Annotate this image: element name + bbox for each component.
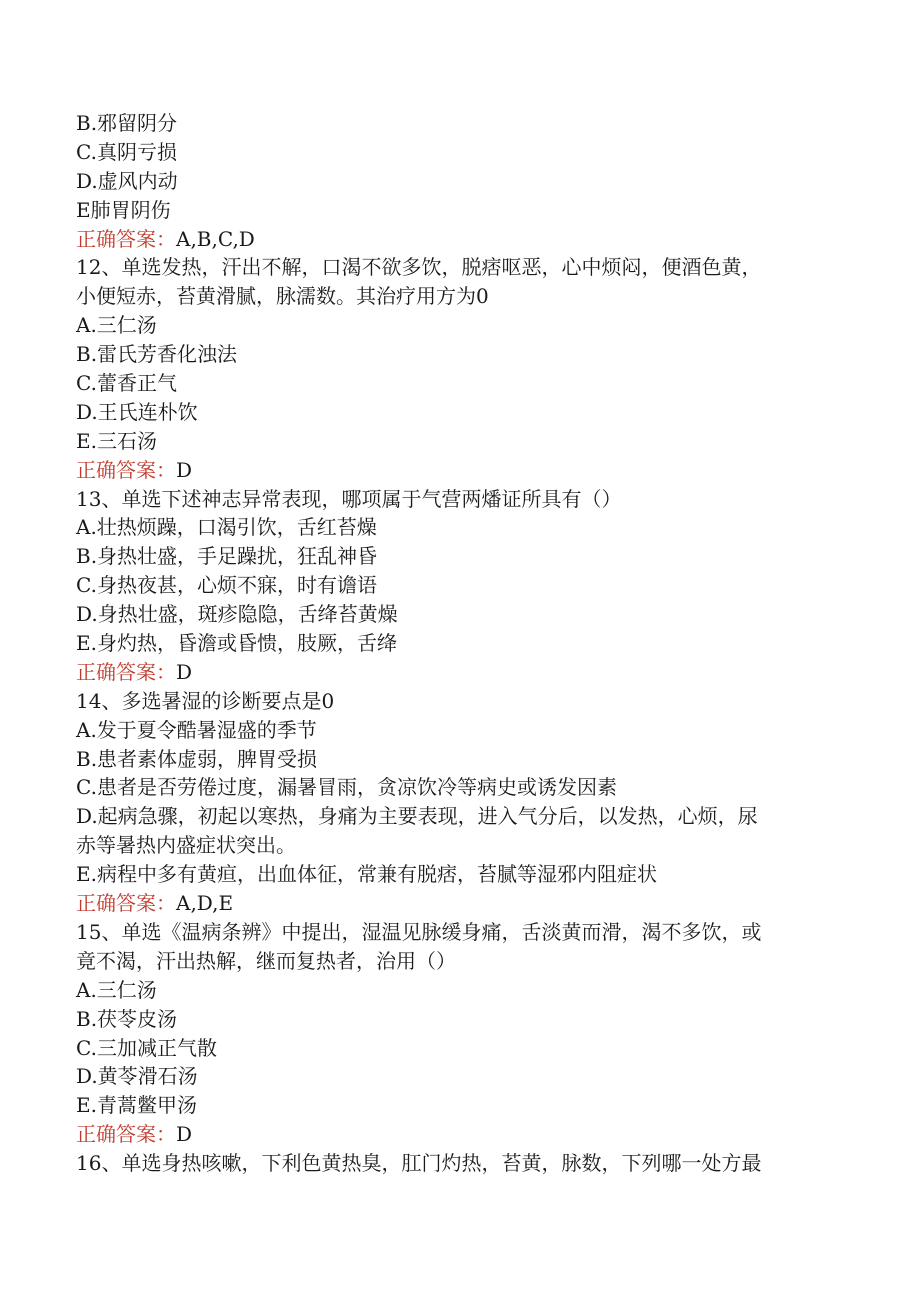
answer-label: 正确答案： xyxy=(76,891,176,916)
option: A.发于夏令酷暑湿盛的季节 xyxy=(76,717,317,742)
question-text: 14、多选暑湿的诊断要点是0 xyxy=(76,688,335,713)
answer-label: 正确答案： xyxy=(76,226,176,251)
option: D.起病急骤，初起以寒热，身痛为主要表现，进入气分后，以发热，心烦，尿 xyxy=(76,804,758,829)
answer-line xyxy=(76,658,816,687)
option: E.病程中多有黄疸，出血体征，常兼有脱痞，苔腻等湿邪内阻症状 xyxy=(76,862,657,887)
option: D.虚风内动 xyxy=(76,168,178,193)
question-text: 竟不渴，汗出热解，继而复热者，治用（） xyxy=(76,948,456,973)
answer-line xyxy=(76,225,816,254)
answer-value: D xyxy=(176,457,193,482)
option: A.三仁汤 xyxy=(76,313,157,338)
option: B.邪留阴分 xyxy=(76,111,178,135)
answer-value: A,B,C,D xyxy=(176,226,255,251)
answer-line xyxy=(76,889,816,918)
question-text: 15、单选《温病条辨》中提出，湿温见脉缓身痛，舌淡黄而滑，渴不多饮，或 xyxy=(76,919,762,944)
option: C.患者是否劳倦过度，漏暑冒雨，贪凉饮冷等病史或诱发因素 xyxy=(76,775,617,800)
option: D.黄苓滑石汤 xyxy=(76,1064,198,1089)
answer-value: A,D,E xyxy=(176,891,234,916)
option: C.真阴亏损 xyxy=(76,139,177,164)
answer-line xyxy=(76,1120,816,1149)
answer-label: 正确答案： xyxy=(76,1122,176,1147)
option: 赤等暑热内盛症状突出。 xyxy=(76,833,296,858)
option: A.三仁汤 xyxy=(76,977,157,1002)
answer-label: 正确答案： xyxy=(76,457,176,482)
option: B.茯苓皮汤 xyxy=(76,1006,178,1031)
question-text: 小便短赤，苔黄滑腻，脉濡数。其治疗用方为0 xyxy=(76,284,489,309)
option: E.三石汤 xyxy=(76,428,157,453)
document-page xyxy=(76,109,816,1178)
option: D.王氏连朴饮 xyxy=(76,399,198,424)
option: B.身热壮盛，手足躁扰，狂乱神昏 xyxy=(76,544,378,569)
question-text: 13、单选下述神志异常表现，哪项属于气营两燔证所具有（） xyxy=(76,486,622,511)
question-text: 12、单选发热，汗出不解，口渴不欲多饮，脱痞呕恶，心中烦闷，便酒色黄， xyxy=(76,255,762,280)
answer-value: D xyxy=(176,1122,193,1147)
option: E.身灼热，昏澹或昏愦，肢厥，舌绛 xyxy=(76,631,397,656)
option: A.壮热烦躁，口渴引饮，舌红苔燥 xyxy=(76,515,377,540)
option: B.雷氏芳香化浊法 xyxy=(76,342,238,367)
option: C.蕾香正气 xyxy=(76,371,177,396)
option: E.青蒿鳖甲汤 xyxy=(76,1093,197,1118)
question-text: 16、单选身热咳嗽，下利色黄热臭，肛门灼热，苔黄，脉数，下列哪一处方最 xyxy=(76,1151,762,1176)
answer-line xyxy=(76,456,816,485)
answer-value: D xyxy=(176,659,193,684)
option: B.患者素体虚弱，脾胃受损 xyxy=(76,746,318,771)
option: E肺胃阴伤 xyxy=(76,197,171,222)
option: C.三加减正气散 xyxy=(76,1035,217,1060)
option: D.身热壮盛，斑疹隐隐，舌绛苔黄燥 xyxy=(76,602,398,627)
answer-label: 正确答案： xyxy=(76,659,176,684)
option: C.身热夜甚，心烦不寐，时有谵语 xyxy=(76,573,377,598)
